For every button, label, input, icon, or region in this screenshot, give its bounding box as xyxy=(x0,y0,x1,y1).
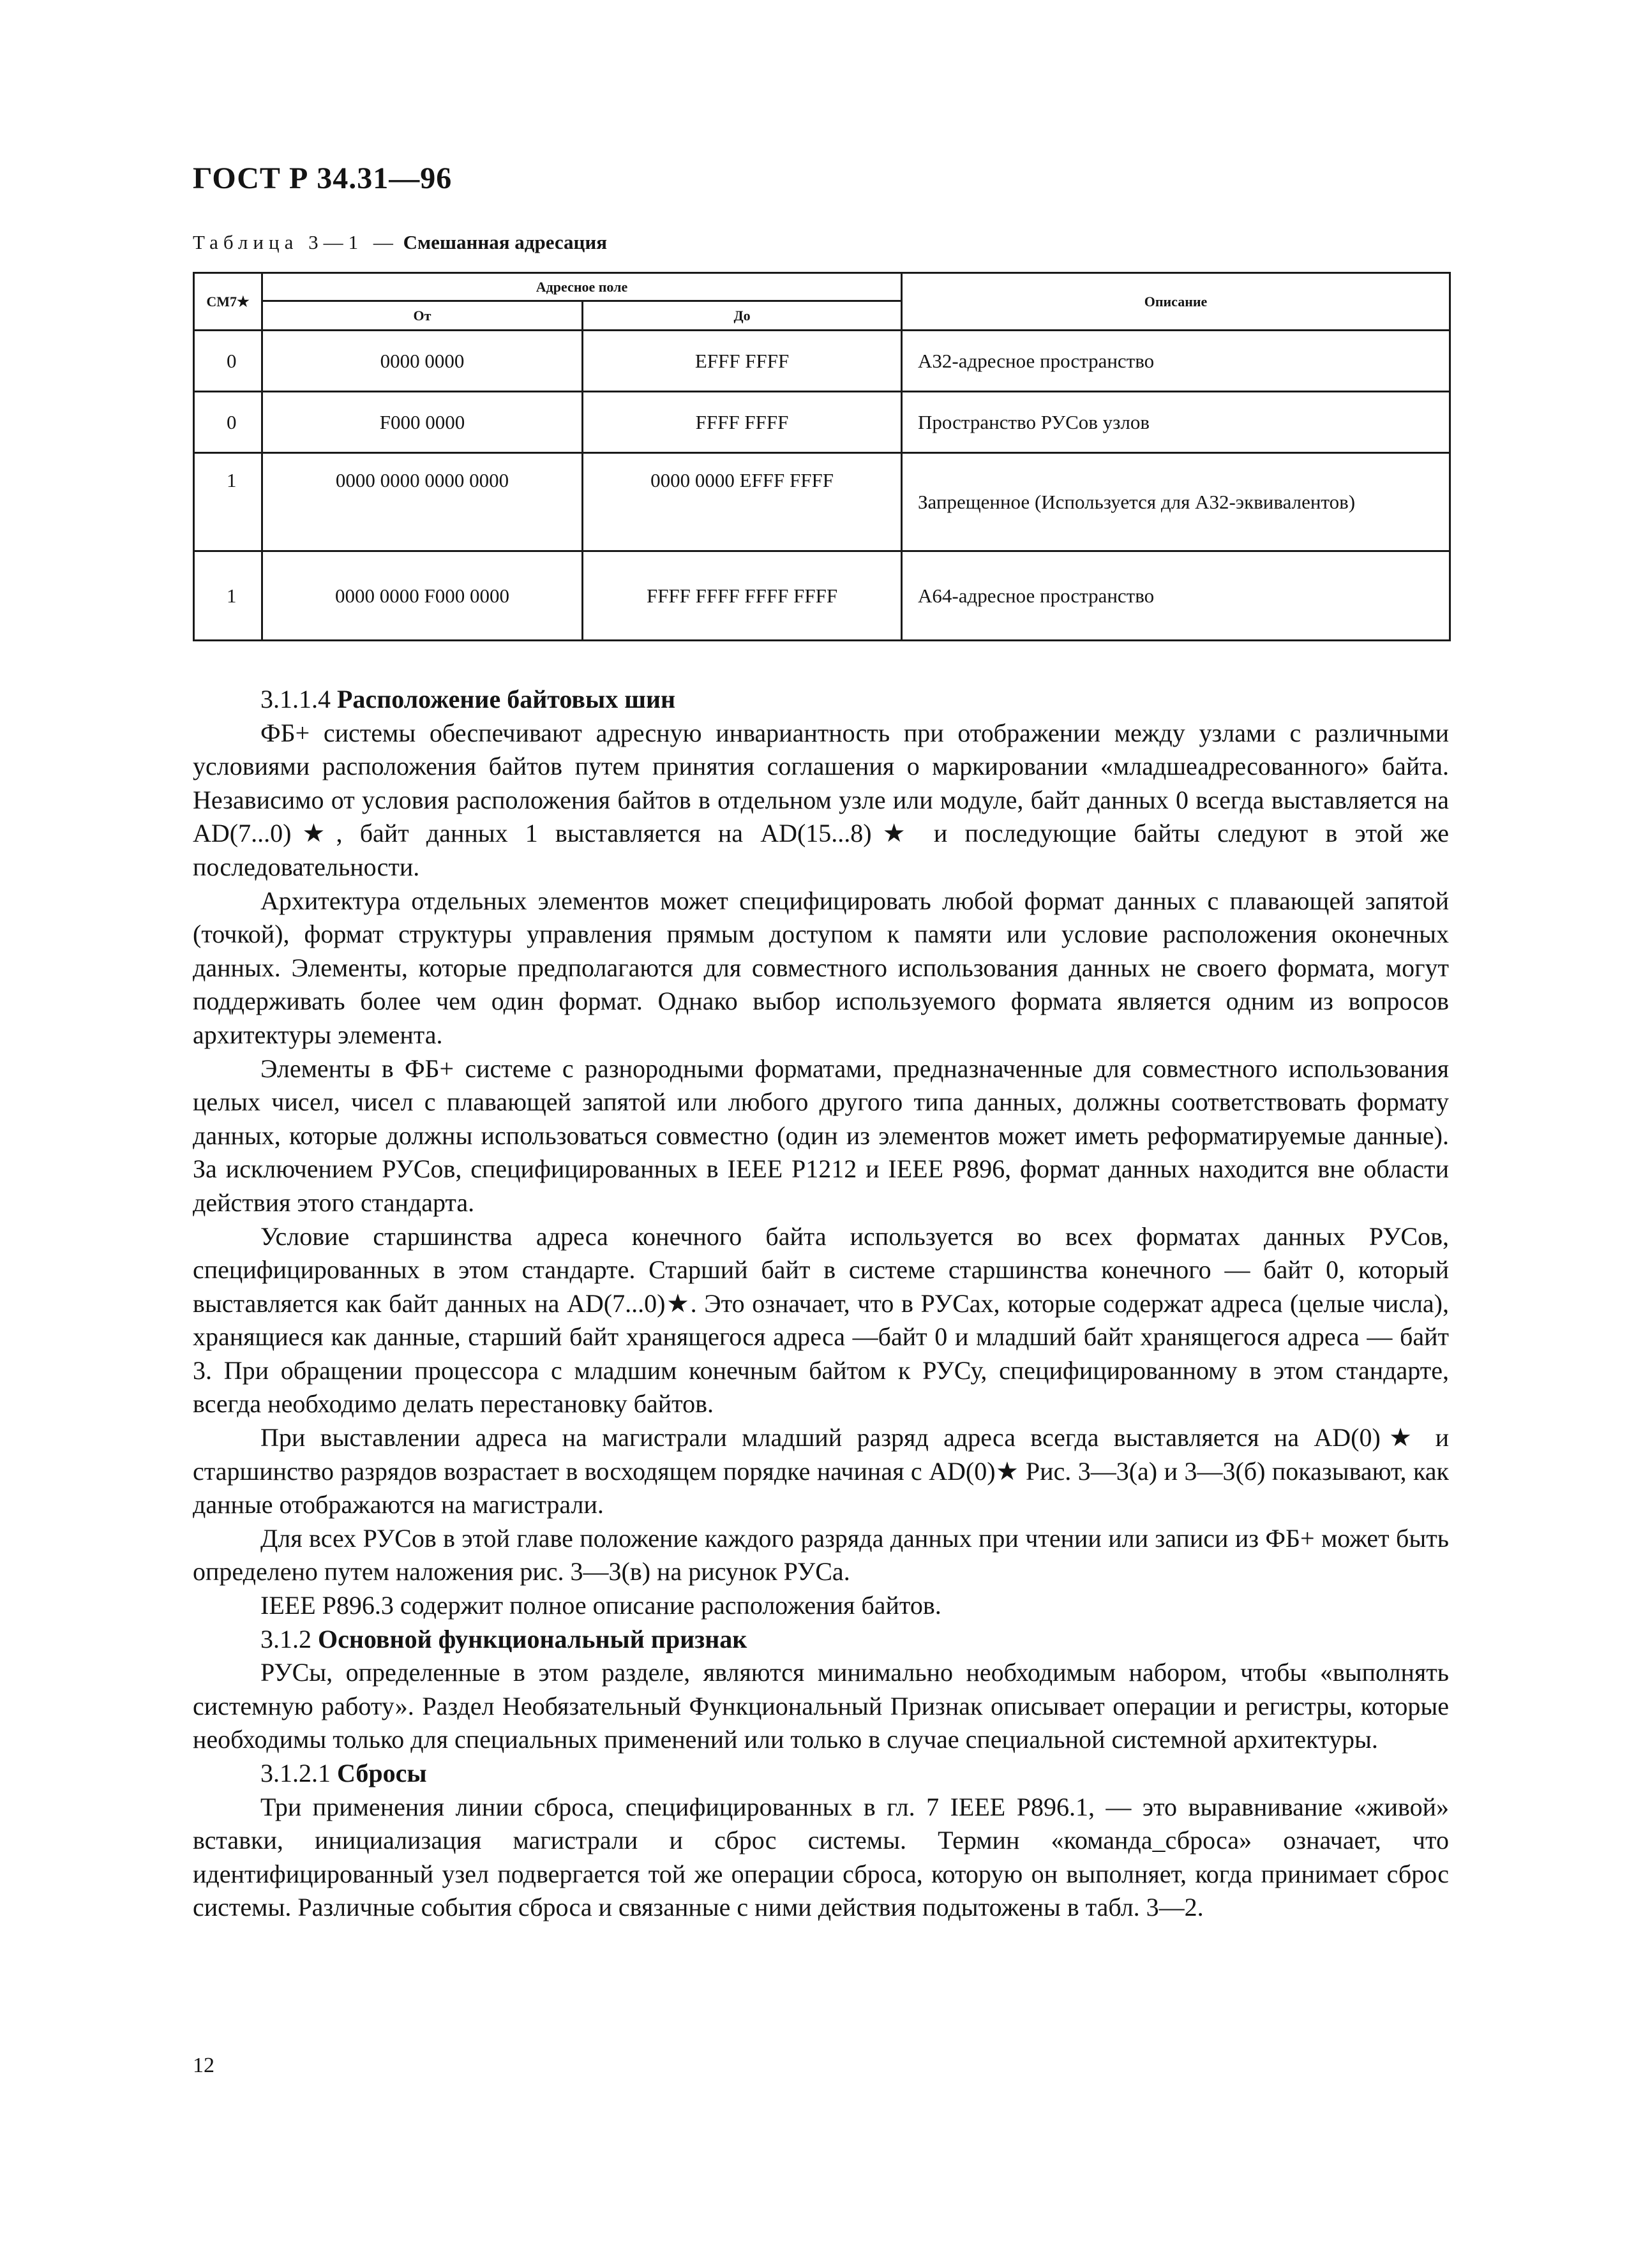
table-caption-title: Смешанная адресация xyxy=(403,231,607,253)
section-title: Сбросы xyxy=(337,1759,427,1787)
paragraph: Три применения линии сброса, специфицированных в гл. 7 IEEE P896.1, — это выравнивание «живой» вставки, инициализация магистрали и сброс системы. Термин «команда_сброса» означает, что идентифицированный узел подвергается той же операции сброса, которую он выполняет, когда принимает сброс системы. Различные события сброса и связанные с ними действия подытожены в табл. 3—2. xyxy=(193,1792,1449,1922)
section-title: Основной функциональный признак xyxy=(318,1624,747,1653)
paragraph: РУСы, определенные в этом разделе, являются минимально необходимым набором, чтобы «выполнять системную работу». Раздел Необязательный Функциональный Признак описывает операции и регистры, которые необходимы только для специальных применений или только в случае специальной системной архитектуры. xyxy=(193,1658,1449,1754)
cell-description: A64-адресное пространство xyxy=(902,551,1450,641)
cell-cm7: 1 xyxy=(194,453,262,551)
section-heading-3-1-1-4 xyxy=(193,683,1449,717)
section-number: 3.1.2 xyxy=(260,1624,311,1653)
cell-from: 0000 0000 F000 0000 xyxy=(262,551,583,641)
cell-cm7: 1 xyxy=(194,551,262,641)
header-from: От xyxy=(262,301,583,331)
cell-cm7: 0 xyxy=(194,392,262,453)
paragraph: IEEE P896.3 содержит полное описание расположения байтов. xyxy=(260,1591,941,1620)
header-cm7: CM7★ xyxy=(194,273,262,331)
paragraph: Для всех РУСов в этой главе положение каждого разряда данных при чтении или записи из ФБ+ может быть определено путем наложения рис. 3—3(в) на рисунок РУСа. xyxy=(193,1523,1449,1586)
paragraph: ФБ+ системы обеспечивают адресную инвариантность при отображении между узлами с различными условиями расположения байтов путем принятия соглашения о маркировании «младшеадресованного» байта. Независимо от условия расположения байтов в отдельном узле или модуле, байт данных 0 всегда выставляется на AD(7...0)★, байт данных 1 выставляется на AD(15...8)★ и последующие байты следуют в этой же последовательности. xyxy=(193,718,1449,881)
cell-description: Пространство РУСов узлов xyxy=(902,392,1450,453)
document-header: ГОСТ Р 34.31—96 xyxy=(193,161,453,195)
cell-to: FFFF FFFF FFFF FFFF xyxy=(583,551,902,641)
cell-description: Запрещенное (Используется для A32-эквивалентов) xyxy=(902,453,1450,551)
paragraph: Архитектура отдельных элементов может специфицировать любой формат данных с плавающей запятой (точкой), формат структуры управления прямым доступом к памяти или условие расположения оконечных данных. Элементы, которые предполагаются для совместного использования данных не своего формата, могут поддерживать более чем один формат. Однако выбор используемого формата является одним из вопросов архитектуры элемента. xyxy=(193,886,1449,1049)
table-caption xyxy=(193,231,607,254)
mixed-addressing-table xyxy=(193,272,1451,641)
cell-description: A32-адресное пространство xyxy=(902,331,1450,392)
section-heading-3-1-2-1 xyxy=(193,1757,1449,1791)
cell-to: 0000 0000 EFFF FFFF xyxy=(583,453,902,551)
page-number: 12 xyxy=(193,2054,214,2077)
table-row xyxy=(194,453,1450,551)
cell-from: 0000 0000 xyxy=(262,331,583,392)
cell-from: F000 0000 xyxy=(262,392,583,453)
table-row xyxy=(194,551,1450,641)
header-address-field: Адресное поле xyxy=(262,273,902,301)
section-title: Расположение байтовых шин xyxy=(337,685,676,713)
table-row xyxy=(194,392,1450,453)
table-caption-label: Таблица 3—1 — xyxy=(193,231,398,253)
section-heading-3-1-2 xyxy=(193,1623,1449,1657)
cell-to: EFFF FFFF xyxy=(583,331,902,392)
section-number: 3.1.2.1 xyxy=(260,1759,331,1787)
cell-to: FFFF FFFF xyxy=(583,392,902,453)
paragraph: Условие старшинства адреса конечного байта используется во всех форматах данных РУСов, специфицированных в этом стандарте. Старший байт в системе старшинства конечного — байт 0, который выставляется как байт данных на AD(7...0)★. Это означает, что в РУСах, которые содержат адреса (целые числа), хранящиеся как данные, старший байт хранящегося адреса —байт 0 и младший байт хранящегося адреса — байт 3. При обращении процессора с младшим конечным байтом к РУСу, специфицированному в этом стандарте, всегда необходимо делать перестановку байтов. xyxy=(193,1221,1449,1419)
table-row xyxy=(194,331,1450,392)
paragraph: Элементы в ФБ+ системе с разнородными форматами, предназначенные для совместного использования целых чисел, чисел с плавающей запятой или любого другого типа данных, должны соответствовать формату данных, которые должны использоваться совместно (один из элементов может иметь реформатируемые данные). За исключением РУСов, специфицированных в IEEE P1212 и IEEE P896, формат данных находится вне области действия этого стандарта. xyxy=(193,1054,1449,1217)
section-number: 3.1.1.4 xyxy=(260,685,331,713)
body-text xyxy=(193,683,1449,1925)
header-to: До xyxy=(583,301,902,331)
cell-cm7: 0 xyxy=(194,331,262,392)
cell-from: 0000 0000 0000 0000 xyxy=(262,453,583,551)
header-description: Описание xyxy=(902,273,1450,331)
paragraph: При выставлении адреса на магистрали младший разряд адреса всегда выставляется на AD(0)★ и старшинство разрядов возрастает в восходящем порядке начиная с AD(0)★ Рис. 3—3(а) и 3—3(б) показывают, как данные отображаются на магистрали. xyxy=(193,1423,1449,1519)
